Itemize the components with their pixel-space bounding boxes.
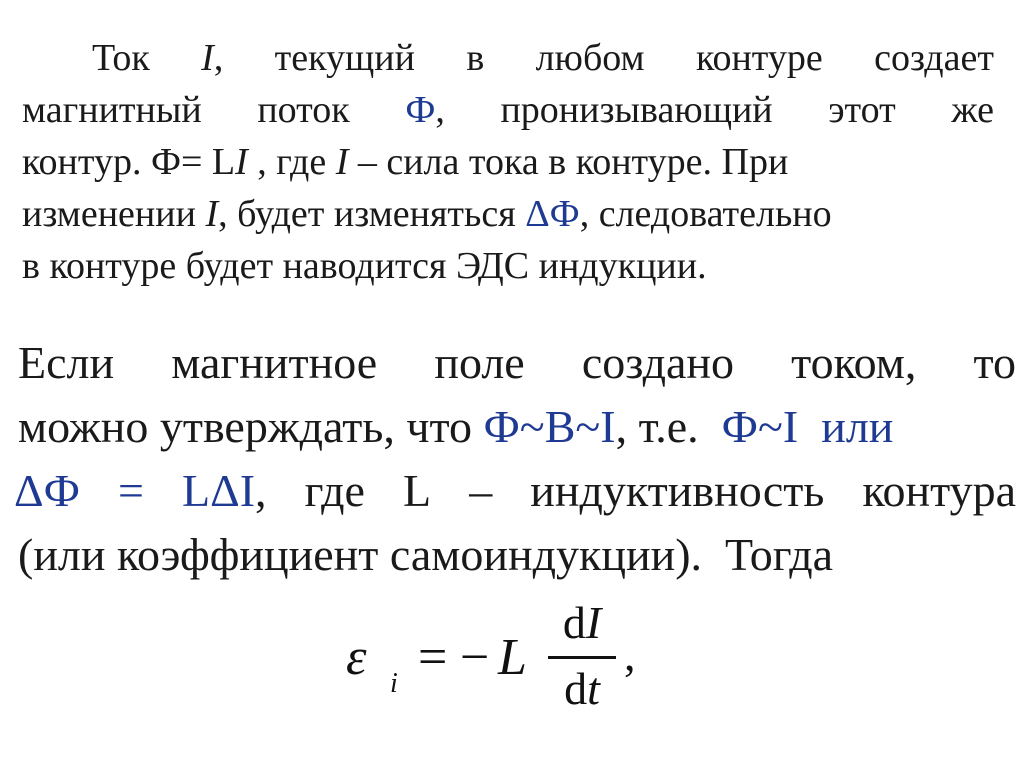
- p2-word: контура: [862, 465, 1016, 516]
- p1-line-4: [22, 192, 994, 236]
- p2-text: (или коэффициент самоиндукции). Тогда: [18, 529, 834, 580]
- p2-word: индуктивность: [530, 465, 825, 516]
- p1-line-5: [22, 244, 994, 288]
- p1-delta-flux: ΔФ: [525, 193, 580, 235]
- p1-text: , где: [247, 141, 336, 183]
- formula-equals: =: [418, 629, 448, 686]
- p1-word: Ток: [92, 37, 150, 79]
- p2-word: L: [403, 465, 432, 516]
- p1-word: создает: [874, 37, 994, 79]
- p2-equals: =: [118, 465, 144, 516]
- p1-word: пронизывающий: [500, 89, 773, 131]
- p2-line-3: [14, 464, 1016, 517]
- p1-line-3: [22, 140, 994, 184]
- emf-self-induction-formula: [340, 592, 660, 732]
- p1-text: контур. Ф= L: [22, 141, 236, 183]
- p1-word: же: [951, 89, 994, 131]
- formula-subscript: i: [390, 668, 398, 699]
- p1-flux-symbol: Ф,: [405, 89, 445, 131]
- p2-word: где: [304, 465, 365, 516]
- p1-word: магнитный: [22, 89, 202, 131]
- formula-epsilon: ε: [346, 629, 367, 686]
- p2-word: создано: [581, 337, 735, 388]
- p2-line-1: [18, 336, 1016, 389]
- p1-current-symbol: I: [235, 141, 248, 183]
- p1-text: – сила тока в контуре. При: [348, 141, 789, 183]
- p1-word: контуре: [695, 37, 823, 79]
- p2-proportionality: Ф~B~I: [483, 401, 616, 452]
- formula-fraction-bar: [548, 656, 616, 659]
- p1-text: в контуре будет наводится ЭДС индукции.: [22, 245, 707, 287]
- p2-text: , т.е.: [615, 401, 722, 452]
- p2-word: поле: [434, 337, 525, 388]
- p2-word: Если: [18, 337, 115, 388]
- p2-line-4: [18, 528, 1016, 581]
- p1-current-symbol: I,: [201, 37, 224, 79]
- formula-inductance: L: [498, 629, 527, 686]
- p2-word: –: [469, 465, 493, 516]
- p1-current-symbol: I: [335, 141, 349, 183]
- p1-word: в: [466, 37, 485, 79]
- p1-word: поток: [257, 89, 350, 131]
- p2-proportionality-short: Ф~I или: [721, 401, 894, 452]
- formula-denominator: dt: [564, 663, 600, 714]
- p2-text: можно утверждать, что: [18, 401, 484, 452]
- p1-current-symbol: I: [205, 193, 219, 235]
- p2-word: то: [973, 337, 1016, 388]
- p1-text: изменении: [22, 193, 206, 235]
- p1-word: этот: [828, 89, 896, 131]
- p1-text: , следовательно: [579, 193, 832, 235]
- formula-comma: ,: [624, 629, 636, 680]
- p1-text: , будет изменяться: [218, 193, 526, 235]
- p2-line-2: [18, 400, 1016, 453]
- p2-word: магнитное: [171, 337, 378, 388]
- p1-line-2: [22, 88, 994, 132]
- p2-delta-flux: ΔФ: [14, 465, 80, 516]
- p1-word: текущий: [274, 37, 415, 79]
- formula-numerator: dI: [562, 597, 602, 648]
- p1-word: любом: [535, 37, 645, 79]
- p1-line-1: [22, 36, 994, 80]
- formula-minus: −: [460, 629, 490, 686]
- p2-l-delta-i: LΔI,: [182, 465, 267, 516]
- p2-word: током,: [791, 337, 917, 388]
